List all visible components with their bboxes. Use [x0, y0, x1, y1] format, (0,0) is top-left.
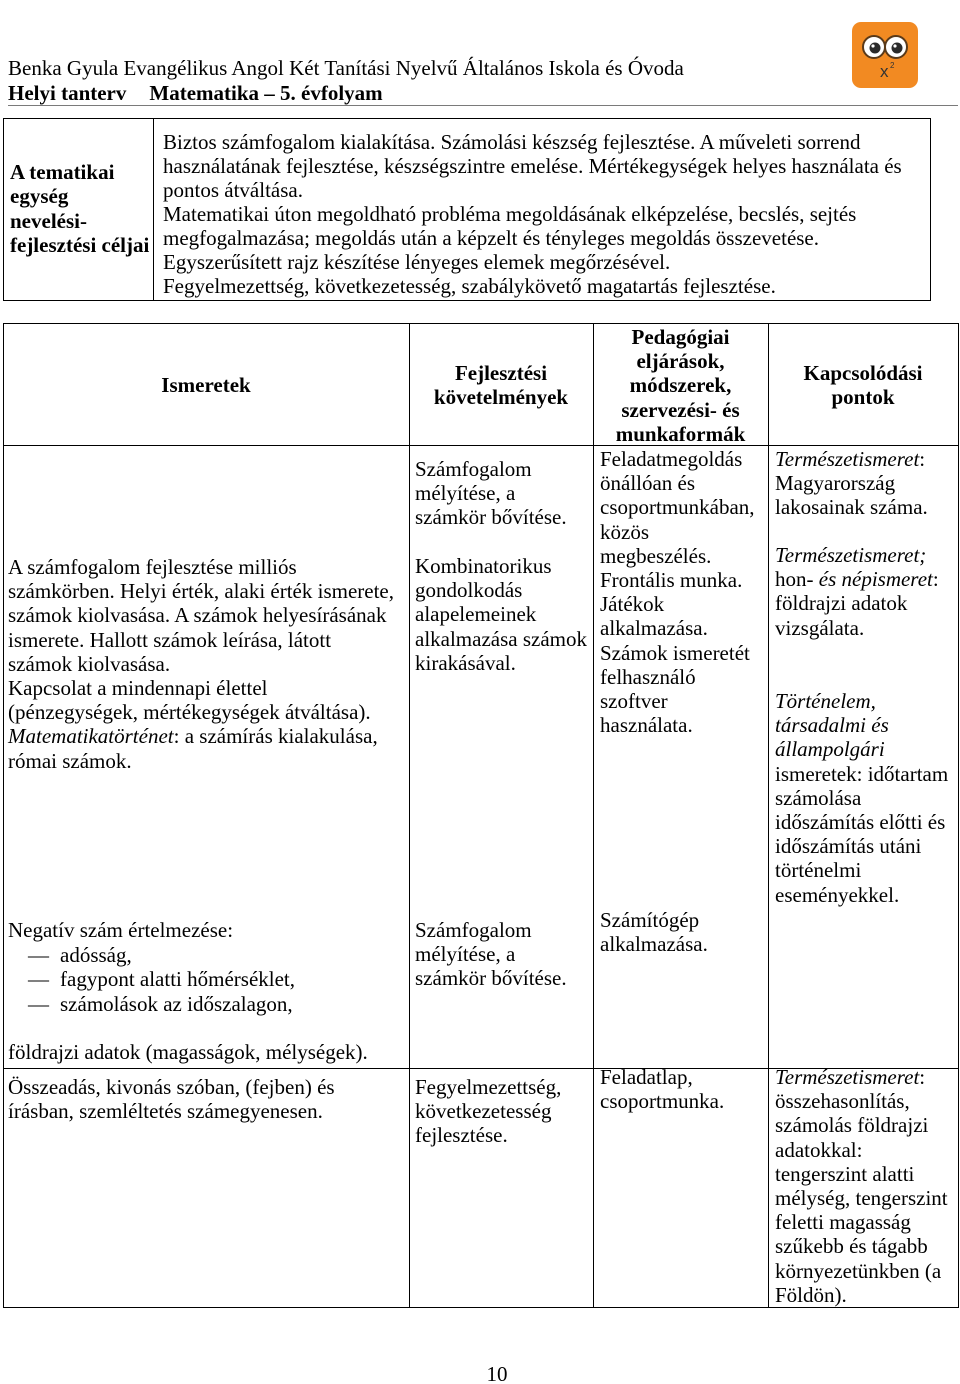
knowledge-number-concept	[8, 555, 394, 773]
table-border	[3, 118, 931, 119]
text-line: Magyarország	[775, 471, 896, 496]
text-line: Feladatlap,	[600, 1065, 693, 1089]
text-line: történelmi	[775, 858, 862, 883]
italic-text: állampolgári	[775, 737, 885, 762]
text-line: közös	[600, 519, 649, 544]
text-line: mélyítése, a	[415, 942, 516, 967]
knowledge-geography-data	[8, 1040, 368, 1064]
text-line	[775, 447, 928, 471]
text-line: eljárások,	[636, 349, 725, 374]
text-line: Egyszerűsített rajz készítése lényeges elemek megőrzésével.	[163, 250, 671, 274]
text-line: lakosainak száma.	[775, 495, 928, 520]
text-line: Ismeretek	[161, 373, 251, 397]
text-line: alapelemeinek	[415, 602, 537, 627]
negative-numbers-list	[8, 943, 295, 1017]
text-line: munkaformák	[615, 421, 746, 446]
text-line: Számítógép	[600, 908, 700, 932]
text-line: Fejlesztési	[454, 361, 548, 385]
text-line: Kapcsolat a mindennapi élettel	[8, 675, 268, 700]
logo-x: x	[880, 62, 889, 81]
school-logo	[852, 22, 918, 88]
text-line: használatának fejlesztése, készségszintre emelése. Mértékegységek helyes használata és	[163, 154, 902, 178]
text-line: kirakásával.	[415, 650, 516, 675]
text-line: Játékok	[600, 592, 665, 617]
text-segment: :	[919, 447, 926, 471]
connections-block	[775, 1065, 948, 1307]
text-line: megbeszélés.	[600, 543, 712, 568]
text-line: időszámítás előtti és	[775, 809, 946, 834]
requirements-block	[415, 918, 567, 991]
header-methods	[593, 325, 768, 446]
curriculum-title	[8, 81, 383, 105]
text-line: Fegyelmezettség,	[415, 1075, 562, 1099]
text-line	[775, 713, 948, 737]
text-line: következetesség	[415, 1099, 552, 1124]
text-line: gondolkodás	[415, 578, 523, 603]
connections-block	[775, 543, 939, 640]
text-line: földrajzi adatok	[775, 591, 908, 616]
negative-numbers-title: Negatív szám értelmezése:	[8, 918, 234, 942]
text-line: Frontális munka.	[600, 567, 743, 592]
knowledge-addition-subtraction	[8, 1075, 335, 1123]
text-line: Feladatmegoldás	[600, 447, 743, 471]
text-line: összehasonlítás,	[775, 1089, 910, 1114]
text-line: A tematikai	[10, 160, 115, 184]
table-row-divider	[3, 445, 959, 446]
goals-text	[163, 130, 902, 298]
text-line: csoportmunka.	[600, 1089, 725, 1114]
text-line: alkalmazása.	[600, 616, 708, 641]
text-line: eseményekkel.	[775, 882, 900, 907]
text-line: számkör bővítése.	[415, 966, 567, 991]
text-line: Biztos számfogalom kialakítása. Számolási készség fejlesztése. A műveleti sorrend	[163, 130, 861, 154]
text-segment: :	[919, 1065, 926, 1089]
text-line: vizsgálata.	[775, 615, 865, 640]
italic-text: Természetismeret;	[775, 543, 927, 567]
knowledge-negative-numbers	[8, 918, 295, 1016]
text-line	[8, 724, 394, 748]
text-line: számolása	[775, 785, 862, 810]
text-line: módszerek,	[629, 373, 732, 398]
text-line: Matematikai úton megoldható probléma megoldásának elképzelése, becslés, sejtés	[163, 202, 857, 226]
text-line: pontos átváltása.	[163, 178, 303, 202]
requirements-block	[415, 457, 567, 530]
italic-text: és népismeret	[813, 567, 933, 592]
table-border	[3, 323, 959, 324]
text-line: írásban, szemléltetés számegyenesen.	[8, 1099, 323, 1124]
header-connections	[768, 361, 958, 409]
italic-text: Természetismeret	[775, 447, 920, 471]
text-line	[775, 737, 948, 761]
text-line: mélyítése, a	[415, 481, 516, 506]
text-line: adatokkal:	[775, 1137, 863, 1162]
text-line: szűkebb és tágabb	[775, 1234, 928, 1259]
methods-block	[600, 908, 708, 956]
text-line: földrajzi adatok (magasságok, mélységek).	[8, 1040, 368, 1064]
dash-marker: —	[28, 967, 49, 992]
text-line: megfogalmazása; megoldás után a képzelt és tényleges megoldás összevetése.	[163, 226, 820, 250]
text-line	[775, 567, 939, 591]
text-line: időszámítás utáni	[775, 834, 922, 859]
document-type: Helyi tanterv	[8, 81, 127, 105]
text-line: Kapcsolódási	[803, 361, 923, 385]
text-line: használata.	[600, 713, 693, 738]
text-line: Fegyelmezettség, következetesség, szabálykövető magatartás fejlesztése.	[163, 274, 776, 298]
text-line: A számfogalom fejlesztése milliós	[8, 555, 297, 579]
text-segment: :	[932, 567, 939, 592]
text-line: alkalmazása számok	[415, 626, 587, 651]
text-line: (pénzegységek, mértékegységek átváltása).	[8, 700, 371, 725]
text-line: számok kiolvasása. A számok helyesírásának	[8, 603, 387, 628]
text-line: Számok ismeretét	[600, 640, 750, 665]
text-line: számkörben. Helyi érték, alaki érték ismerete,	[8, 579, 394, 604]
header-requirements	[409, 361, 593, 409]
text-line: ismerete. Hallott számok leírása, látott	[8, 627, 332, 652]
text-segment: hon-	[775, 567, 814, 592]
school-name: Benka Gyula Evangélikus Angol Két Tanítási Nyelvű Általános Iskola és Óvoda	[8, 56, 684, 80]
subject-grade: Matematika – 5. évfolyam	[149, 81, 383, 105]
requirements-block	[415, 1075, 561, 1148]
text-line: ismeretek: időtartam	[775, 761, 949, 786]
text-line: fejlesztési céljai	[10, 232, 150, 257]
text-line: nevelési-	[10, 208, 87, 233]
connections-block	[775, 447, 928, 520]
logo-superscript: 2	[890, 61, 895, 70]
connections-block	[775, 689, 948, 907]
table-border	[3, 300, 931, 301]
text-line: római számok.	[8, 748, 132, 773]
text-line: önállóan és	[600, 471, 696, 496]
text-line: Kombinatorikus	[415, 554, 552, 578]
text-line: Földön).	[775, 1282, 847, 1307]
text-line: számolás földrajzi	[775, 1113, 929, 1138]
table-border	[930, 118, 931, 301]
page-number: 10	[486, 1362, 508, 1384]
text-line: követelmények	[433, 385, 569, 410]
text-segment: : a számírás kialakulása,	[173, 724, 378, 749]
list-item-text: adósság,	[60, 942, 132, 967]
text-line: Számfogalom	[415, 457, 532, 481]
text-line: szervezési- és	[621, 397, 740, 422]
table-column-divider	[768, 323, 769, 1308]
text-line: Pedagógiai	[631, 325, 730, 349]
text-line	[775, 1065, 948, 1089]
requirements-block	[415, 554, 587, 675]
table-column-divider	[593, 323, 594, 1308]
text-line: Számfogalom	[415, 918, 532, 942]
list-item-text: fagypont alatti hőmérséklet,	[60, 967, 296, 992]
header-knowledge	[3, 373, 409, 397]
methods-block	[600, 447, 755, 737]
italic-text: Természetismeret	[775, 1065, 920, 1089]
text-line: pontok	[831, 385, 895, 410]
text-line: egység	[10, 184, 69, 209]
table-border	[3, 118, 4, 301]
text-line: feletti magasság	[775, 1210, 911, 1235]
text-line: számkör bővítése.	[415, 505, 567, 530]
table-border	[3, 1307, 959, 1308]
italic-text: Matematikatörténet	[8, 724, 174, 749]
list-item	[8, 967, 295, 992]
text-line: környezetünkben (a	[775, 1258, 942, 1283]
list-item-text: számolások az időszalagon,	[60, 991, 293, 1016]
text-line: felhasználó	[600, 664, 696, 689]
text-line	[775, 543, 939, 567]
text-line: tengerszint alatti	[775, 1161, 915, 1186]
list-item	[8, 992, 295, 1017]
text-line	[775, 689, 948, 713]
methods-block	[600, 1065, 724, 1113]
text-line: mélység, tengerszint	[775, 1185, 948, 1210]
list-item	[8, 943, 295, 968]
table-border	[3, 323, 4, 1308]
text-line: csoportmunkában,	[600, 495, 755, 520]
text-line: számok kiolvasása.	[8, 651, 171, 676]
table-border	[958, 323, 959, 1308]
text-line: Összeadás, kivonás szóban, (fejben) és	[8, 1075, 335, 1099]
table-column-divider	[153, 118, 154, 301]
dash-marker: —	[28, 942, 49, 967]
text-line: fejlesztése.	[415, 1123, 508, 1148]
text-line: szoftver	[600, 688, 668, 713]
table-column-divider	[409, 323, 410, 1308]
italic-text: Történelem,	[775, 689, 876, 713]
italic-text: társadalmi és	[775, 713, 889, 738]
header-rule	[8, 105, 958, 106]
goals-label	[10, 160, 149, 257]
dash-marker: —	[28, 991, 49, 1016]
text-line: alkalmazása.	[600, 932, 708, 957]
